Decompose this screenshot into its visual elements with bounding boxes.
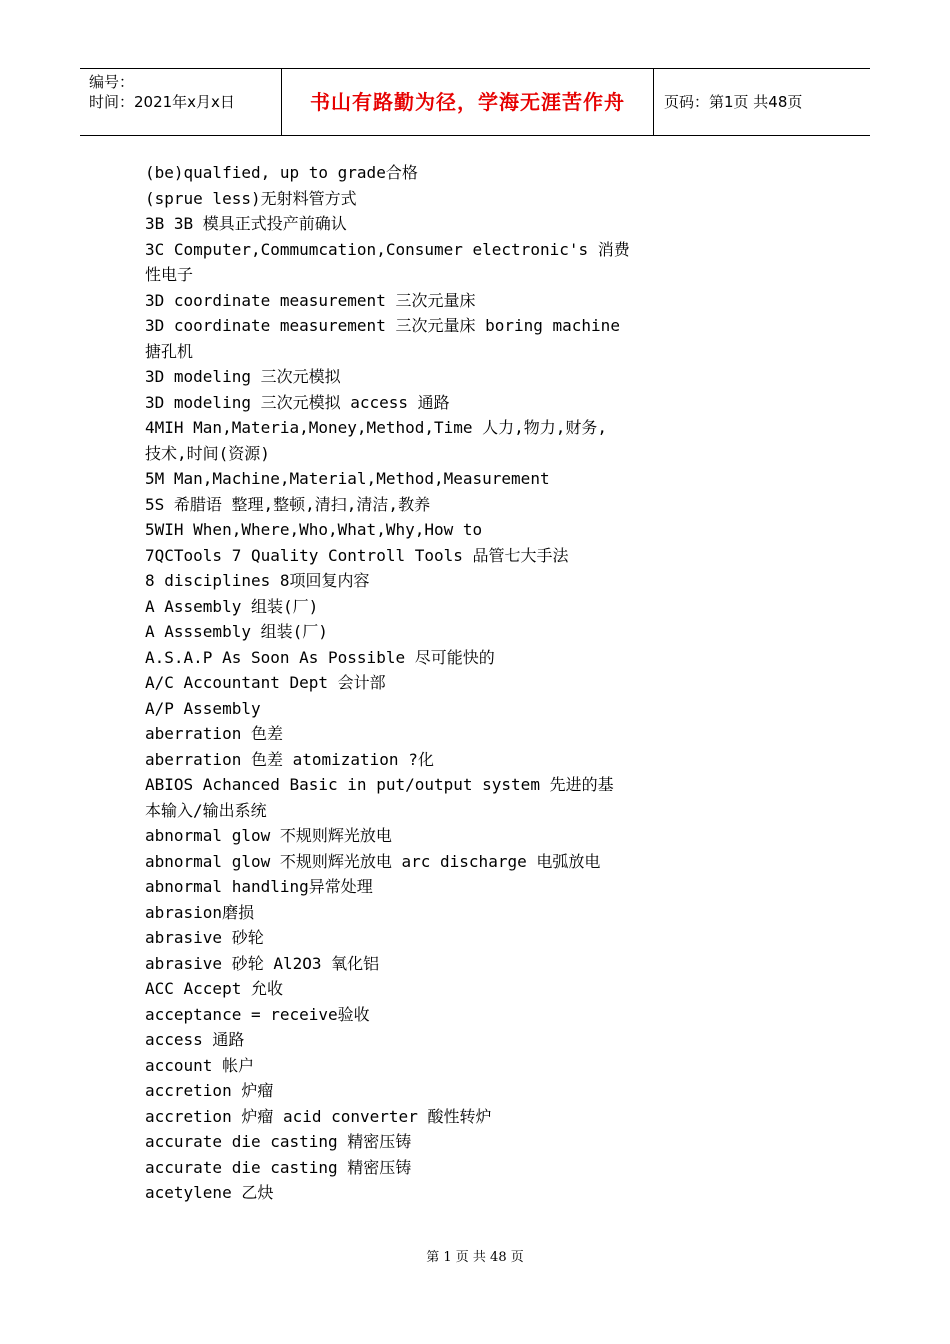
- glossary-entry: accretion 炉瘤 acid converter 酸性转炉: [145, 1106, 492, 1126]
- glossary-entry: (be)qualfied, up to grade合格: [145, 163, 418, 182]
- glossary-entry: ABIOS Achanced Basic in put/output system 先进的基 本输入/输出系统: [145, 775, 614, 820]
- header-meta: [80, 69, 282, 135]
- glossary-entry: acetylene 乙炔: [145, 1183, 274, 1202]
- label-number: 编号：: [89, 73, 135, 91]
- header-motto: 书山有路勤为径，学海无涯苦作舟: [282, 69, 654, 135]
- glossary-entry: 5S 希腊语 整理,整顿,清扫,清洁,教养: [145, 494, 431, 514]
- glossary-entry: acceptance = receive验收: [145, 1004, 370, 1024]
- glossary-list: [145, 160, 645, 1206]
- glossary-entry: account 帐户: [145, 1055, 255, 1075]
- glossary-entry: (sprue less)无射料管方式: [145, 188, 357, 208]
- glossary-entry: 3C Computer,Commumcation,Consumer electronic's 消费 性电子: [145, 239, 630, 284]
- glossary-entry: abnormal glow 不规则辉光放电: [145, 826, 392, 845]
- glossary-entry: 7QCTools 7 Quality Controll Tools 品管七大手法: [145, 545, 569, 565]
- glossary-entry: A.S.A.P As Soon As Possible 尽可能快的: [145, 647, 495, 667]
- glossary-entry: A/C Accountant Dept 会计部: [145, 673, 386, 692]
- glossary-entry: 3D modeling 三次元模拟 access 通路: [145, 392, 450, 412]
- glossary-entry: accurate die casting 精密压铸: [145, 1132, 412, 1151]
- glossary-entry: 5M Man,Machine,Material,Method,Measurement: [145, 469, 550, 488]
- glossary-entry: A Asssembly 组装(厂): [145, 622, 328, 641]
- glossary-entry: 8 disciplines 8项回复内容: [145, 571, 370, 590]
- glossary-entry: 3D coordinate measurement 三次元量床: [145, 290, 476, 310]
- glossary-entry: aberration 色差 atomization ?化: [145, 749, 434, 769]
- glossary-entry: abrasive 砂轮: [145, 928, 264, 947]
- glossary-entry: 3B 3B 模具正式投产前确认: [145, 214, 347, 233]
- glossary-entry: A/P Assembly: [145, 698, 261, 718]
- glossary-entry: access 通路: [145, 1030, 245, 1049]
- glossary-entry: accretion 炉瘤: [145, 1081, 274, 1100]
- page-footer: 第 1 页 共 48 页: [426, 1250, 524, 1265]
- glossary-entry: abnormal glow 不规则辉光放电 arc discharge 电弧放电: [145, 851, 601, 871]
- glossary-entry: abnormal handling异常处理: [145, 877, 373, 896]
- glossary-entry: 3D modeling 三次元模拟: [145, 367, 341, 386]
- label-time: 时间：2021年x月x日: [89, 93, 235, 111]
- glossary-entry: abrasion磨损: [145, 902, 255, 922]
- glossary-entry: 5WIH When,Where,Who,What,Why,How to: [145, 520, 483, 539]
- glossary-entry: 3D coordinate measurement 三次元量床 boring machine 搪孔机: [145, 316, 620, 361]
- glossary-entry: ACC Accept 允收: [145, 979, 283, 998]
- header-page-info: 页码：第1页 共48页: [664, 93, 803, 111]
- glossary-entry: abrasive 砂轮 Al2O3 氧化铝: [145, 953, 380, 973]
- page-header: [80, 68, 870, 136]
- glossary-entry: aberration 色差: [145, 724, 283, 743]
- glossary-entry: accurate die casting 精密压铸: [145, 1157, 412, 1177]
- glossary-entry: 4MIH Man,Materia,Money,Method,Time 人力,物力,财务, 技术,时间(资源): [145, 418, 608, 463]
- glossary-entry: A Assembly 组装(厂): [145, 596, 319, 616]
